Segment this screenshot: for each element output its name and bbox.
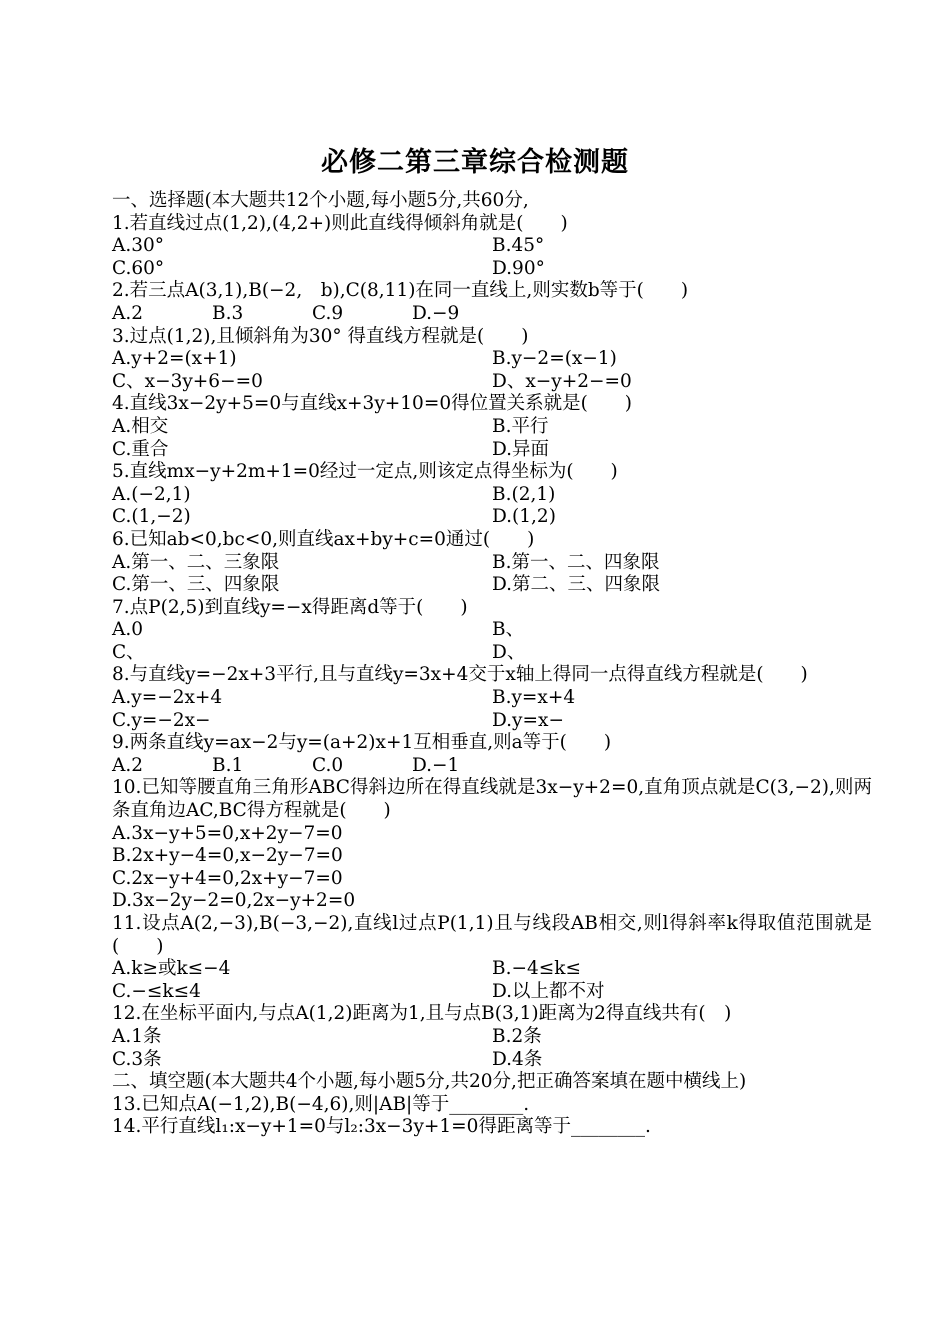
text-line: 8.与直线y=−2x+3平行,且与直线y=3x+4交于x轴上得同一点得直线方程就是( ) — [112, 664, 808, 686]
option-right: B.2条 — [492, 1025, 542, 1047]
option-right: B.y−2=(x−1) — [492, 348, 617, 370]
text-line: 5.直线mx−y+2m+1=0经过一定点,则该定点得坐标为( ) — [112, 461, 618, 483]
text-line: B.2x+y−4=0,x−2y−7=0 — [112, 845, 343, 867]
option-right: D.以上都不对 — [492, 980, 605, 1002]
option-row — [112, 687, 872, 710]
document-body — [112, 190, 872, 1139]
option-right: B.平行 — [492, 415, 549, 437]
option-row — [112, 642, 872, 665]
option-left: C.−≤k≤4 — [112, 980, 201, 1002]
text-line: 6.已知ab<0,bc<0,则直线ax+by+c=0通过( ) — [112, 528, 535, 550]
option-row — [112, 1049, 872, 1072]
option-left: A.0 — [112, 619, 144, 641]
option-row — [112, 258, 872, 281]
option-row — [112, 416, 872, 439]
option-item: B.3 — [212, 302, 244, 324]
option-row — [112, 755, 872, 778]
option-right: D.y=x− — [492, 709, 564, 731]
option-row — [112, 348, 872, 371]
option-item: C.0 — [312, 754, 344, 776]
text-line: 12.在坐标平面内,与点A(1,2)距离为1,且与点B(3,1)距离为2得直线共有( ) — [112, 1003, 732, 1025]
option-item: B.1 — [212, 754, 244, 776]
option-row — [112, 710, 872, 733]
option-item: D.−9 — [412, 302, 460, 324]
option-right: B.(2,1) — [492, 483, 556, 505]
option-right: B、 — [492, 619, 525, 641]
option-right: D.4条 — [492, 1048, 543, 1070]
option-left: A.y=−2x+4 — [112, 687, 223, 709]
option-row — [112, 552, 872, 575]
option-row — [112, 371, 872, 394]
option-left: A.相交 — [112, 415, 169, 437]
text-line: 2.若三点A(3,1),B(−2, b),C(8,11)在同一直线上,则实数b等于( ) — [112, 280, 689, 302]
option-row — [112, 439, 872, 462]
text-line: 7.点P(2,5)到直线y=−x得距离d等于( ) — [112, 596, 468, 618]
option-left: A.(−2,1) — [112, 483, 191, 505]
option-right: B.y=x+4 — [492, 687, 576, 709]
option-left: C.60° — [112, 257, 165, 279]
option-left: A.y+2=(x+1) — [112, 348, 237, 370]
option-right: B.第一、二、四象限 — [492, 551, 660, 573]
text-line: D.3x−2y−2=0,2x−y+2=0 — [112, 890, 356, 912]
text-line: 3.过点(1,2),且倾斜角为30° 得直线方程就是( ) — [112, 325, 529, 347]
option-row — [112, 484, 872, 507]
option-item: A.2 — [112, 754, 144, 776]
option-left: C、x−3y+6−=0 — [112, 370, 263, 392]
option-row — [112, 981, 872, 1004]
option-item: A.2 — [112, 302, 144, 324]
option-row — [112, 235, 872, 258]
text-line: 9.两条直线y=ax−2与y=(a+2)x+1互相垂直,则a等于( ) — [112, 732, 612, 754]
option-left: C.y=−2x− — [112, 709, 211, 731]
text-line: 14.平行直线l₁:x−y+1=0与l₂:3x−3y+1=0得距离等于________. — [112, 1116, 651, 1138]
option-left: A.第一、二、三象限 — [112, 551, 280, 573]
option-right: B.45° — [492, 235, 545, 257]
option-left: C.3条 — [112, 1048, 162, 1070]
text-line: 1.若直线过点(1,2),(4,2+)则此直线得倾斜角就是( ) — [112, 212, 568, 234]
option-right: D、 — [492, 641, 526, 663]
option-left: A.30° — [112, 235, 165, 257]
option-right: D.异面 — [492, 438, 550, 460]
text-line: 4.直线3x−2y+5=0与直线x+3y+10=0得位置关系就是( ) — [112, 393, 633, 415]
text-line: 10.已知等腰直角三角形ABC得斜边所在得直线就是3x−y+2=0,直角顶点就是C(3,−2),则两条直角边AC,BC得方程就是( ) — [112, 777, 872, 822]
option-right: D.(1,2) — [492, 506, 556, 528]
page-title: 必修二第三章综合检测题 — [321, 147, 629, 178]
option-right: B.−4≤k≤ — [492, 958, 581, 980]
option-left: A.1条 — [112, 1025, 162, 1047]
text-line: 11.设点A(2,−3),B(−3,−2),直线l过点P(1,1)且与线段AB相交,则l得斜率k得取值范围就是( ) — [112, 913, 872, 957]
option-row — [112, 303, 872, 326]
option-left: A.k≥或k≤−4 — [112, 958, 231, 980]
text-line: 二、填空题(本大题共4个小题,每小题5分,共20分,把正确答案填在题中横线上) — [112, 1071, 747, 1093]
option-row — [112, 1026, 872, 1049]
text-line: A.3x−y+5=0,x+2y−7=0 — [112, 822, 343, 844]
option-item: D.−1 — [412, 754, 460, 776]
text-line: 13.已知点A(−1,2),B(−4,6),则|AB|等于________. — [112, 1093, 530, 1115]
text-line: C.2x−y+4=0,2x+y−7=0 — [112, 867, 343, 889]
option-right: D、x−y+2−=0 — [492, 370, 632, 392]
text-line: 一、选择题(本大题共12个小题,每小题5分,共60分, — [112, 190, 529, 211]
option-left: C.(1,−2) — [112, 506, 191, 528]
option-row — [112, 574, 872, 597]
option-row — [112, 619, 872, 642]
option-item: C.9 — [312, 302, 344, 324]
option-row — [112, 506, 872, 529]
option-right: D.第二、三、四象限 — [492, 574, 661, 596]
option-left: C.重合 — [112, 438, 169, 460]
option-row — [112, 958, 872, 981]
option-right: D.90° — [492, 257, 545, 279]
option-left: C.第一、三、四象限 — [112, 574, 280, 596]
option-left: C、 — [112, 641, 145, 663]
